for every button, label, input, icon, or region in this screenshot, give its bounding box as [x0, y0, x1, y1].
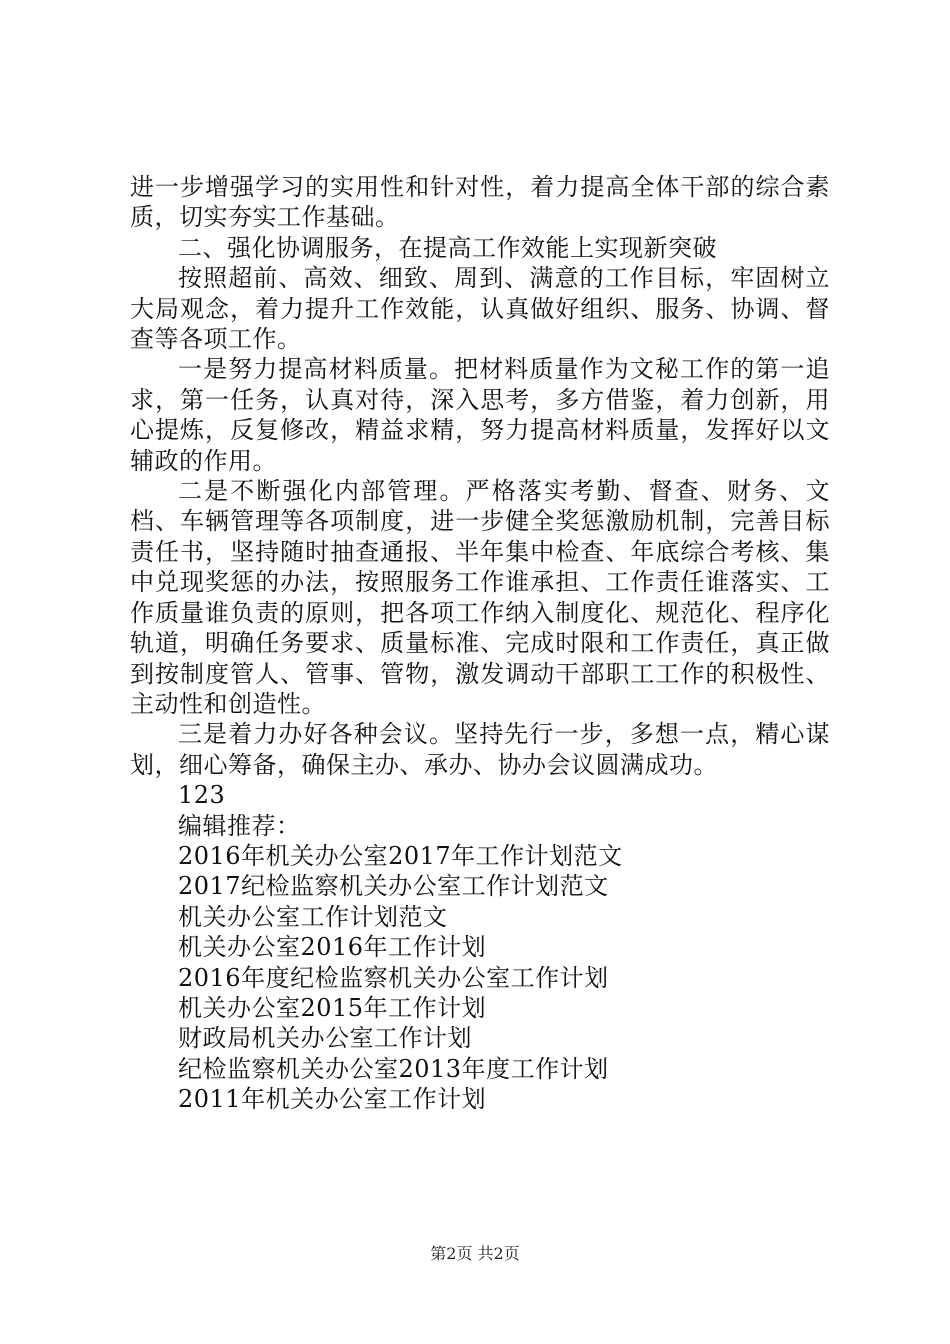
- recommendation-link[interactable]: 纪检监察机关办公室2013年度工作计划: [178, 1054, 609, 1083]
- recommendation-link[interactable]: 2011年机关办公室工作计划: [178, 1085, 487, 1114]
- recommendation-link[interactable]: 机关办公室工作计划范文: [178, 902, 448, 931]
- recommendation-link[interactable]: 机关办公室2015年工作计划: [178, 993, 487, 1022]
- recommendation-link[interactable]: 财政局机关办公室工作计划: [178, 1024, 472, 1053]
- recommendation-link[interactable]: 2017纪检监察机关办公室工作计划范文: [178, 872, 609, 901]
- paragraph: 一是努力提高材料质量。把材料质量作为文秘工作的第一追求，第一任务，认真对待，深入思考，多方借鉴，着力创新，用心提炼，反复修改，精益求精，努力提高材料质量，发挥好以文辅政的作用。: [130, 355, 830, 475]
- paragraph: 二是不断强化内部管理。严格落实考勤、督查、财务、文档、车辆管理等各项制度，进一步健全奖惩激励机制，完善目标责任书，坚持随时抽查通报、半年集中检查、年底综合考核、集中兑现奖惩的办法，按照服务工作谁承担、工作责任谁落实、工作质量谁负责的原则，把各项工作纳入制度化、规范化、程序化轨道，明确任务要求、质量标准、完成时限和工作责任，真正做到按制度管人、管事、管物，激发调动干部职工工作的积极性、主动性和创造性。: [130, 477, 830, 718]
- section-heading: 二、强化协调服务，在提高工作效能上实现新突破: [178, 233, 717, 262]
- page-footer: 第2页 共2页: [430, 1244, 520, 1263]
- recommendation-block: [178, 780, 830, 1114]
- recommendation-link[interactable]: 2016年机关办公室2017年工作计划范文: [178, 841, 623, 870]
- paragraph: 按照超前、高效、细致、周到、满意的工作目标，牢固树立大局观念，着力提升工作效能，认真做好组织、服务、协调、督查等各项工作。: [130, 264, 830, 354]
- paragraph-continuation: 进一步增强学习的实用性和针对性，着力提高全体干部的综合素质，切实夯实工作基础。: [130, 173, 830, 232]
- recommendation-link[interactable]: 2016年度纪检监察机关办公室工作计划: [178, 963, 609, 992]
- recommend-heading: 编辑推荐：: [178, 811, 301, 840]
- paragraph: 三是着力办好各种会议。坚持先行一步，多想一点，精心谋划，细心筹备，确保主办、承办、协办会议圆满成功。: [130, 720, 830, 779]
- recommendation-link[interactable]: 机关办公室2016年工作计划: [178, 933, 487, 962]
- number-line: 123: [178, 781, 226, 810]
- document-body: [130, 172, 830, 1115]
